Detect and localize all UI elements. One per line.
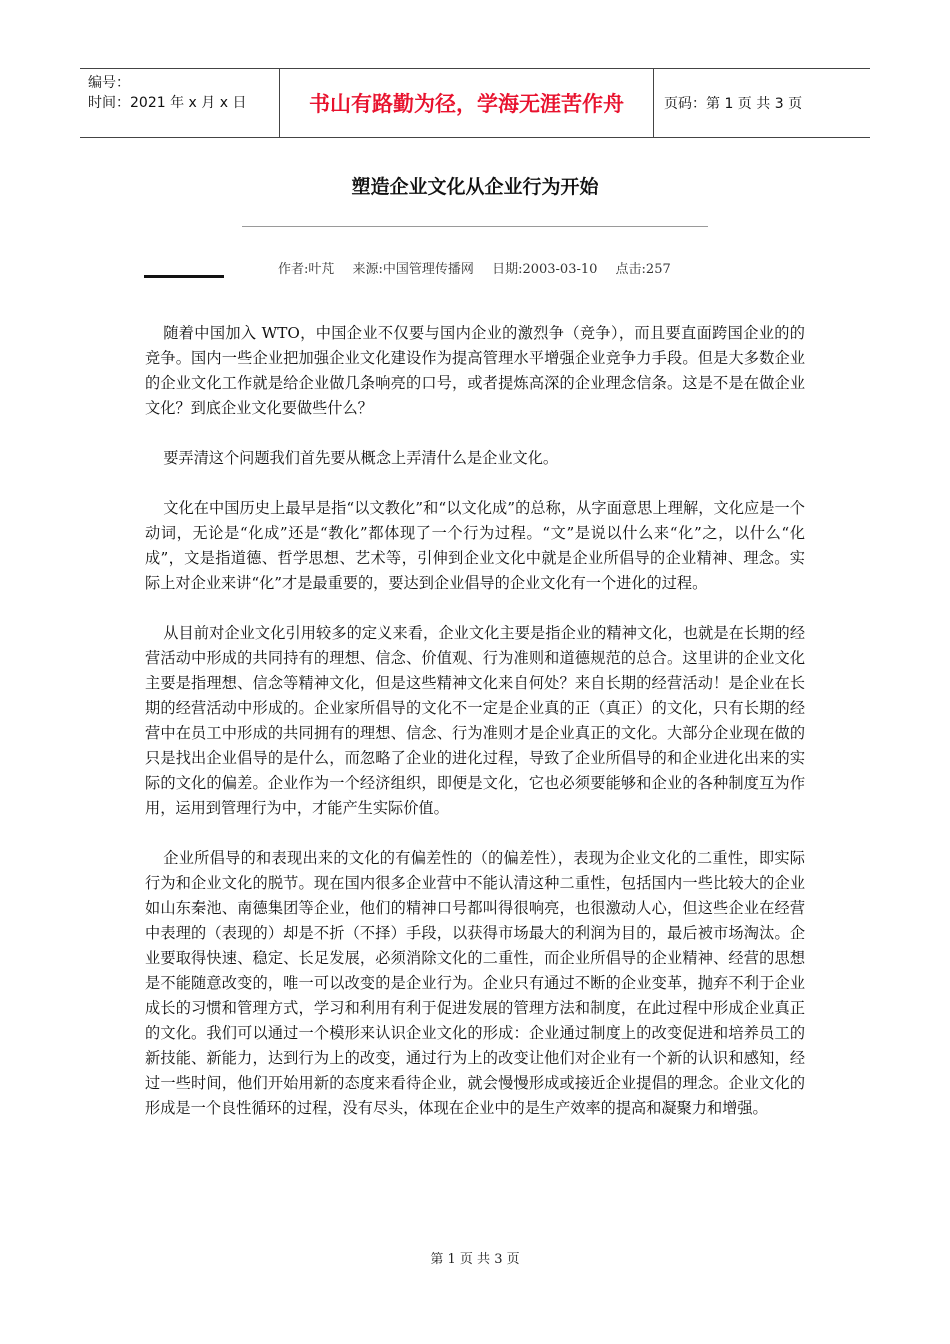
paragraph: 随着中国加入 WTO，中国企业不仅要与国内企业的激烈争（竞争），而且要直面跨国企业的的竞争。国内一些企业把加强企业文化建设作为提高管理水平增强企业竞争力手段。但是大多数企业的企业文化工作就是给企业做几条响亮的口号，或者提炼高深的企业理念信条。这是不是在做企业文化？到底企业文化要做些什么？ [145, 324, 805, 417]
article-meta [278, 258, 685, 277]
header-info-cell [80, 69, 280, 137]
document-header [80, 68, 870, 138]
paragraph: 企业所倡导的和表现出来的文化的有偏差性的（的偏差性），表现为企业文化的二重性，即实际行为和企业文化的脱节。现在国内很多企业营中不能认清这种二重性，包括国内一些比较大的企业如山东秦池、南德集团等企业，他们的精神口号都叫得很响亮，也很激动人心，但这些企业在经营中表理的（表现的）却是不折（不择）手段，以获得市场最大的利润为目的，最后被市场淘汰。企业要取得快速、稳定、长足发展，必须消除文化的二重性，而企业所倡导的企业精神、经营的思想是不能随意改变的，唯一可以改变的是企业行为。企业只有通过不断的企业变革，抛弃不利于企业成长的习惯和管理方式，学习和利用有利于促进发展的管理方法和制度，在此过程中形成企业真正的文化。我们可以通过一个模形来认识企业文化的形成：企业通过制度上的改变促进和培养员工的新技能、新能力，达到行为上的改变，通过行为上的改变让他们对企业有一个新的认识和感知，经过一些时间，他们开始用新的态度来看待企业，就会慢慢形成或接近企业提倡的理念。企业文化的形成是一个良性循环的过程，没有尽头，体现在企业中的是生产效率的提高和凝聚力和增强。 [145, 849, 805, 1117]
article-body [145, 321, 805, 1146]
paragraph: 文化在中国历史上最早是指“以文教化”和“以文化成”的总称，从字面意思上理解，文化应是一个动词，无论是“化成”还是“教化”都体现了一个行为过程。“文”是说以什么来“化”之，以什么“化成”，文是指道德、哲学思想、艺术等，引伸到企业文化中就是企业所倡导的企业精神、理念。实际上对企业来讲“化”才是最重要的，要达到企业倡导的企业文化有一个进化的过程。 [145, 499, 805, 592]
page-footer: 第 1 页 共 3 页 [430, 1252, 520, 1267]
meta-accent-bar [144, 275, 224, 278]
number-label: 编号： [88, 75, 130, 91]
header-motto: 书山有路勤为径，学海无涯苦作舟 [280, 69, 654, 137]
meta-clicks: 点击:257 [615, 262, 671, 277]
meta-date: 日期:2003-03-10 [492, 262, 598, 277]
meta-source: 来源:中国管理传播网 [352, 262, 474, 277]
paragraph: 从目前对企业文化引用较多的定义来看，企业文化主要是指企业的精神文化，也就是在长期的经营活动中形成的共同持有的理想、信念、价值观、行为准则和道德规范的总合。这里讲的企业文化主要是指理想、信念等精神文化，但是这些精神文化来自何处？来自长期的经营活动！是企业在长期的经营活动中形成的。企业家所倡导的文化不一定是企业真的正（真正）的文化，只有长期的经营中在员工中形成的共同拥有的理想、信念、行为准则才是企业真正的文化。大部分企业现在做的只是找出企业倡导的是什么，而忽略了企业的进化过程，导致了企业所倡导的和企业进化出来的实际的文化的偏差。企业作为一个经济组织，即便是文化，它也必须要能够和企业的各种制度互为作用，运用到管理行为中，才能产生实际价值。 [145, 624, 805, 817]
header-page-label: 页码：第 1 页 共 3 页 [664, 96, 803, 112]
time-label: 时间：2021 年 x 月 x 日 [88, 95, 247, 111]
paragraph: 要弄清这个问题我们首先要从概念上弄清什么是企业文化。 [163, 449, 559, 467]
article-title: 塑造企业文化从企业行为开始 [351, 176, 599, 198]
meta-author: 作者:叶芃 [278, 262, 335, 277]
title-divider [242, 226, 708, 227]
